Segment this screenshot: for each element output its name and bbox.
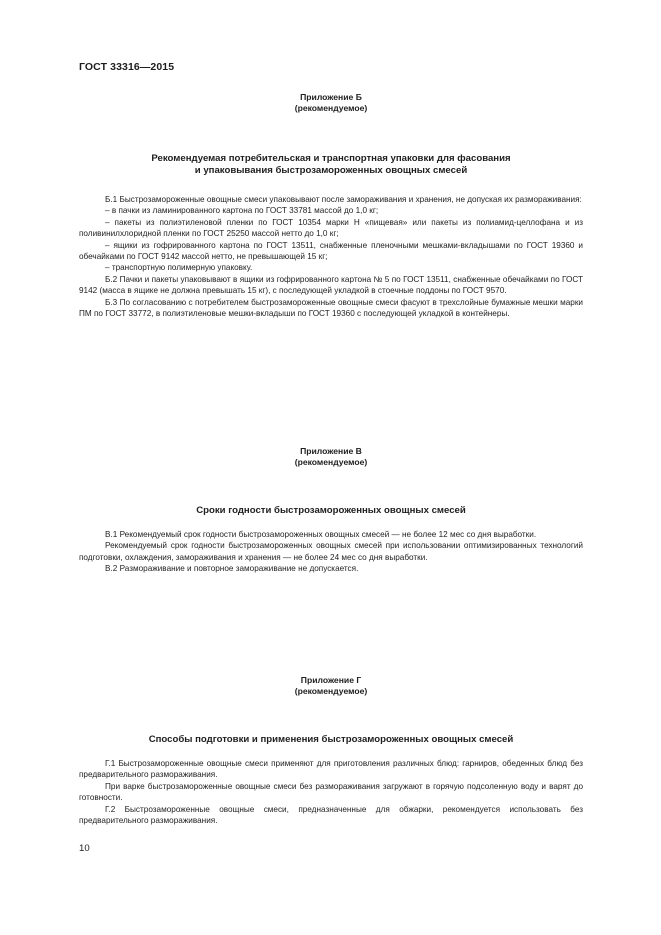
appendix-v-body <box>79 529 583 575</box>
list-item: – пакеты из полиэтиленовой пленки по ГОСТ 10354 марки Н «пищевая» или пакеты из полиамид-целлофана и из поливинилхлоридной пленки по ГОСТ 25250 массой нетто до 1,0 кг; <box>79 217 583 239</box>
paragraph-g1-cont: При варке быстрозамороженные овощные смеси без размораживания загружают в горячую подсоленную воду и варят до готовности. <box>79 781 583 803</box>
list-item: – в пачки из ламинированного картона по ГОСТ 33781 массой до 1,0 кг; <box>105 206 379 216</box>
appendix-g-body <box>79 758 583 826</box>
document-code-header: ГОСТ 33316—2015 <box>79 61 175 73</box>
appendix-g-status: (рекомендуемое) <box>294 686 368 696</box>
appendix-v-title: Приложение В <box>300 446 362 456</box>
appendix-b-heading <box>79 153 583 177</box>
appendix-b-status: (рекомендуемое) <box>294 103 368 113</box>
paragraph-b3: Б.3 По согласованию с потребителем быстрозамороженные овощные смеси фасуют в трехслойные бумажные мешки марки ПМ по ГОСТ 33772, в полиэтиленовые мешки-вкладыши по ГОСТ 19360 с последующей укладкой в контейнеры. <box>79 297 583 319</box>
list-item: – ящики из гофрированного картона по ГОСТ 13511, снабженные пленочными мешками-вкладышами по ГОСТ 19360 и обечайками по ГОСТ 9142 массой нетто, не превышающей 15 кг; <box>79 240 583 262</box>
paragraph-v2: В.2 Размораживание и повторное замораживание не допускается. <box>105 564 359 574</box>
paragraph-g2: Г.2 Быстрозамороженные овощные смеси, предназначенные для обжарки, рекомендуется использовать без предварительного размораживания. <box>79 804 583 826</box>
paragraph-b1: Б.1 Быстрозамороженные овощные смеси упаковывают после замораживания и хранения, не допуская их размораживания: <box>105 195 582 204</box>
appendix-b-heading-line2: и упаковывания быстрозамороженных овощных смесей <box>194 165 468 176</box>
page-number: 10 <box>79 843 90 854</box>
paragraph-g1: Г.1 Быстрозамороженные овощные смеси применяют для приготовления различных блюд: гарниров, обеденных блюд без предварительного размораживания. <box>79 759 583 780</box>
appendix-g-label <box>79 675 583 697</box>
appendix-v-heading: Сроки годности быстрозамороженных овощных смесей <box>196 505 466 516</box>
appendix-b-title: Приложение Б <box>300 92 362 102</box>
paragraph-v1-cont: Рекомендуемый срок годности быстрозамороженных овощных смесей при использовании оптимизированных технологий подготовки, охлаждения, замораживания и хранения — не более 24 мес со дня выработки. <box>79 541 583 562</box>
paragraph-b2: Б.2 Пачки и пакеты упаковывают в ящики из гофрированного картона № 5 по ГОСТ 13511, снабженные обечайками по ГОСТ 9142 (масса в ящике не должна превышать 15 кг), с последующей укладкой в стоечные поддоны по ГОСТ 9570. <box>79 274 583 296</box>
appendix-b-label <box>79 92 583 114</box>
appendix-v-status: (рекомендуемое) <box>294 457 368 467</box>
appendix-b-body <box>79 194 583 319</box>
list-item: – транспортную полимерную упаковку. <box>105 263 253 273</box>
appendix-v-label <box>79 446 583 468</box>
appendix-g-heading: Способы подготовки и применения быстрозамороженных овощных смесей <box>148 734 514 745</box>
appendix-g-title: Приложение Г <box>300 675 362 685</box>
appendix-b-heading-line1: Рекомендуемая потребительская и транспортная упаковки для фасования <box>151 153 511 164</box>
paragraph-v1: В.1 Рекомендуемый срок годности быстрозамороженных овощных смесей — не более 12 мес со дня выработки. <box>105 530 537 539</box>
